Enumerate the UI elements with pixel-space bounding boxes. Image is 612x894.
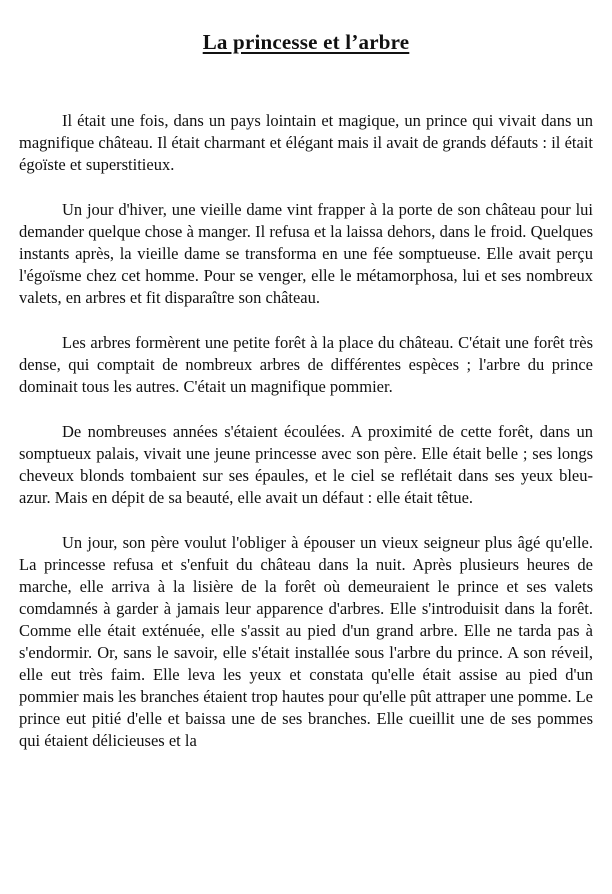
paragraph-4: De nombreuses années s'étaient écoulées. A proximité de cette forêt, dans un somptueux palais, vivait une jeune princesse avec son père. Elle était belle ; ses longs cheveux blonds tombaient sur ses épaules, et le ciel se reflétait dans ses yeux bleu-azur. Mais en dépit de sa beauté, elle avait un défaut : elle était têtue. [19, 422, 593, 507]
paragraph-3: Les arbres formèrent une petite forêt à la place du château. C'était une forêt très dense, qui comptait de nombreux arbres de différentes espèces ; l'arbre du prince dominait tous les autres. C'était un magnifique pommier. [19, 333, 593, 396]
paragraph-5: Un jour, son père voulut l'obliger à épouser un vieux seigneur plus âgé qu'elle. La princesse refusa et s'enfuit du château dans la nuit. Après plusieurs heures de marche, elle arriva à la lisière de la forêt où demeuraient le prince et ses valets comdamnés à garder à jamais leur apparence d'arbres. Elle s'introduisit dans la forêt. Comme elle était exténuée, elle s'assit au pied d'un grand arbre. Elle ne tarda pas à s'endormir. Or, sans le savoir, elle s'était installée sous l'arbre du prince. A son réveil, elle eut très faim. Elle leva les yeux et constata qu'elle était assise au pied d'un pommier mais les branches étaient trop hautes pour qu'elle pût attraper une pomme. Le prince eut pitié d'elle et baissa une de ses branches. Elle cueillit une de ses pommes qui étaient délicieuses et la [19, 533, 593, 750]
page-title [0, 30, 612, 55]
story-body [19, 110, 593, 775]
page-title-text: La princesse et l’arbre [202, 30, 410, 54]
paragraph-2: Un jour d'hiver, une vieille dame vint frapper à la porte de son château pour lui demander quelque chose à manger. Il refusa et la laissa dehors, dans le froid. Quelques instants après, la vieille dame se transforma en une fée somptueuse. Elle avait perçu l'égoïsme chez cet homme. Pour se venger, elle le métamorphosa, lui et ses nombreux valets, en arbres et fit disparaître son château. [19, 200, 593, 307]
paragraph-1: Il était une fois, dans un pays lointain et magique, un prince qui vivait dans un magnifique château. Il était charmant et élégant mais il avait de grands défauts : il était égoïste et superstitieux. [19, 111, 593, 174]
